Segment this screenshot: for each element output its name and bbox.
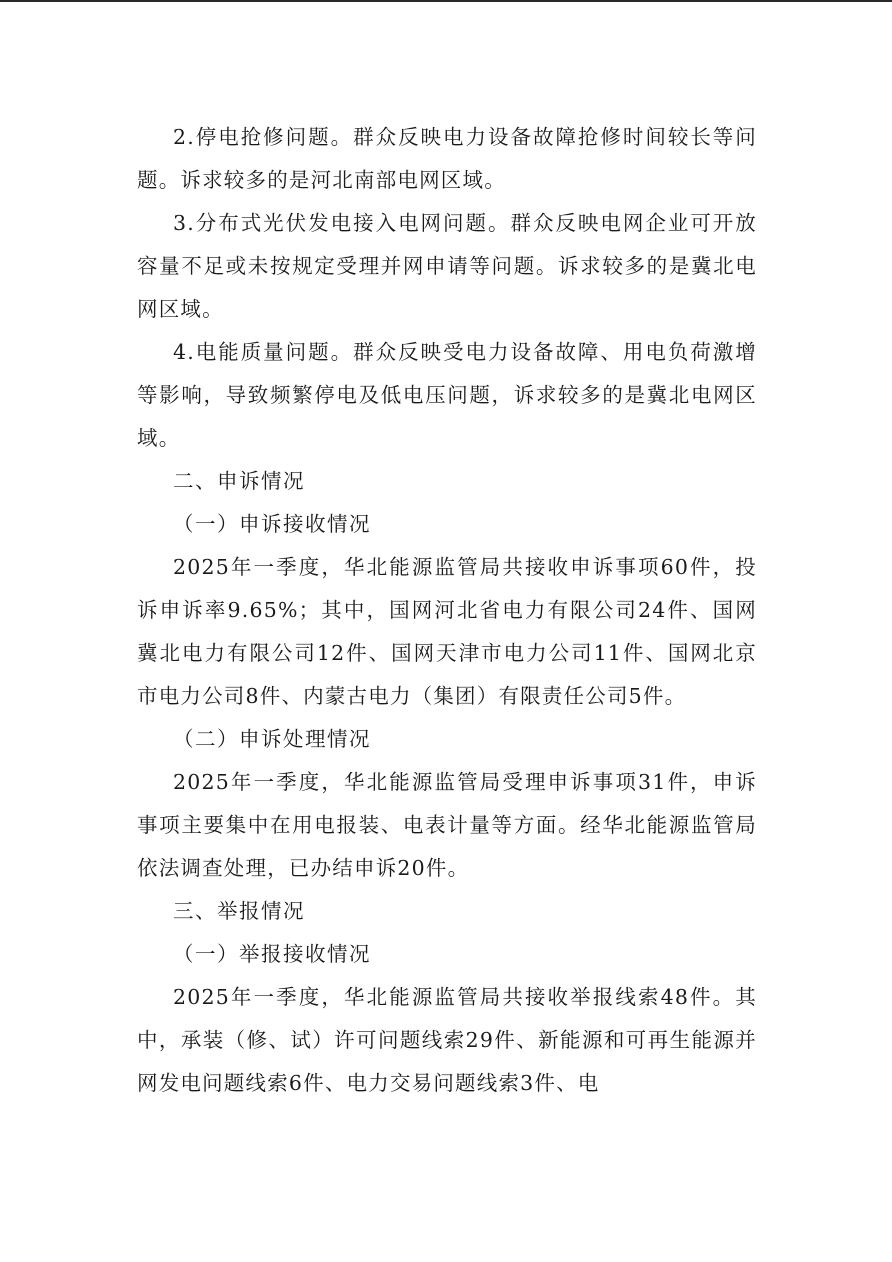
paragraph-appeal-receipt: 2025年一季度，华北能源监管局共接收申诉事项60件，投诉申诉率9.65%；其中，国网河北省电力有限公司24件、国网冀北电力有限公司12件、国网天津市电力公司11件、国网北京市电力公司8件、内蒙古电力（集团）有限责任公司5件。	[137, 555, 757, 708]
paragraph-power-quality: 4.电能质量问题。群众反映受电力设备故障、用电负荷激增等影响，导致频繁停电及低电压问题，诉求较多的是冀北电网区域。	[137, 340, 757, 450]
subheading-appeal-receipt: （一）申诉接收情况	[173, 512, 371, 536]
top-border-line	[0, 0, 892, 2]
paragraph-appeal-handling: 2025年一季度，华北能源监管局受理申诉事项31件，申诉事项主要集中在用电报装、电表计量等方面。经华北能源监管局依法调查处理，已办结申诉20件。	[137, 770, 757, 880]
document-page	[137, 116, 757, 1105]
section-heading-appeals: 二、申诉情况	[173, 469, 305, 493]
subheading-appeal-handling: （二）申诉处理情况	[173, 727, 371, 751]
paragraph-solar-grid-access: 3.分布式光伏发电接入电网问题。群众反映电网企业可开放容量不足或未按规定受理并网申请等问题。诉求较多的是冀北电网区域。	[137, 211, 757, 321]
paragraph-outage-repair: 2.停电抢修问题。群众反映电力设备故障抢修时间较长等问题。诉求较多的是河北南部电网区域。	[137, 125, 757, 192]
paragraph-report-receipt: 2025年一季度，华北能源监管局共接收举报线索48件。其中，承装（修、试）许可问题线索29件、新能源和可再生能源并网发电问题线索6件、电力交易问题线索3件、电	[137, 985, 757, 1095]
subheading-report-receipt: （一）举报接收情况	[173, 942, 371, 966]
section-heading-reports: 三、举报情况	[173, 899, 305, 923]
